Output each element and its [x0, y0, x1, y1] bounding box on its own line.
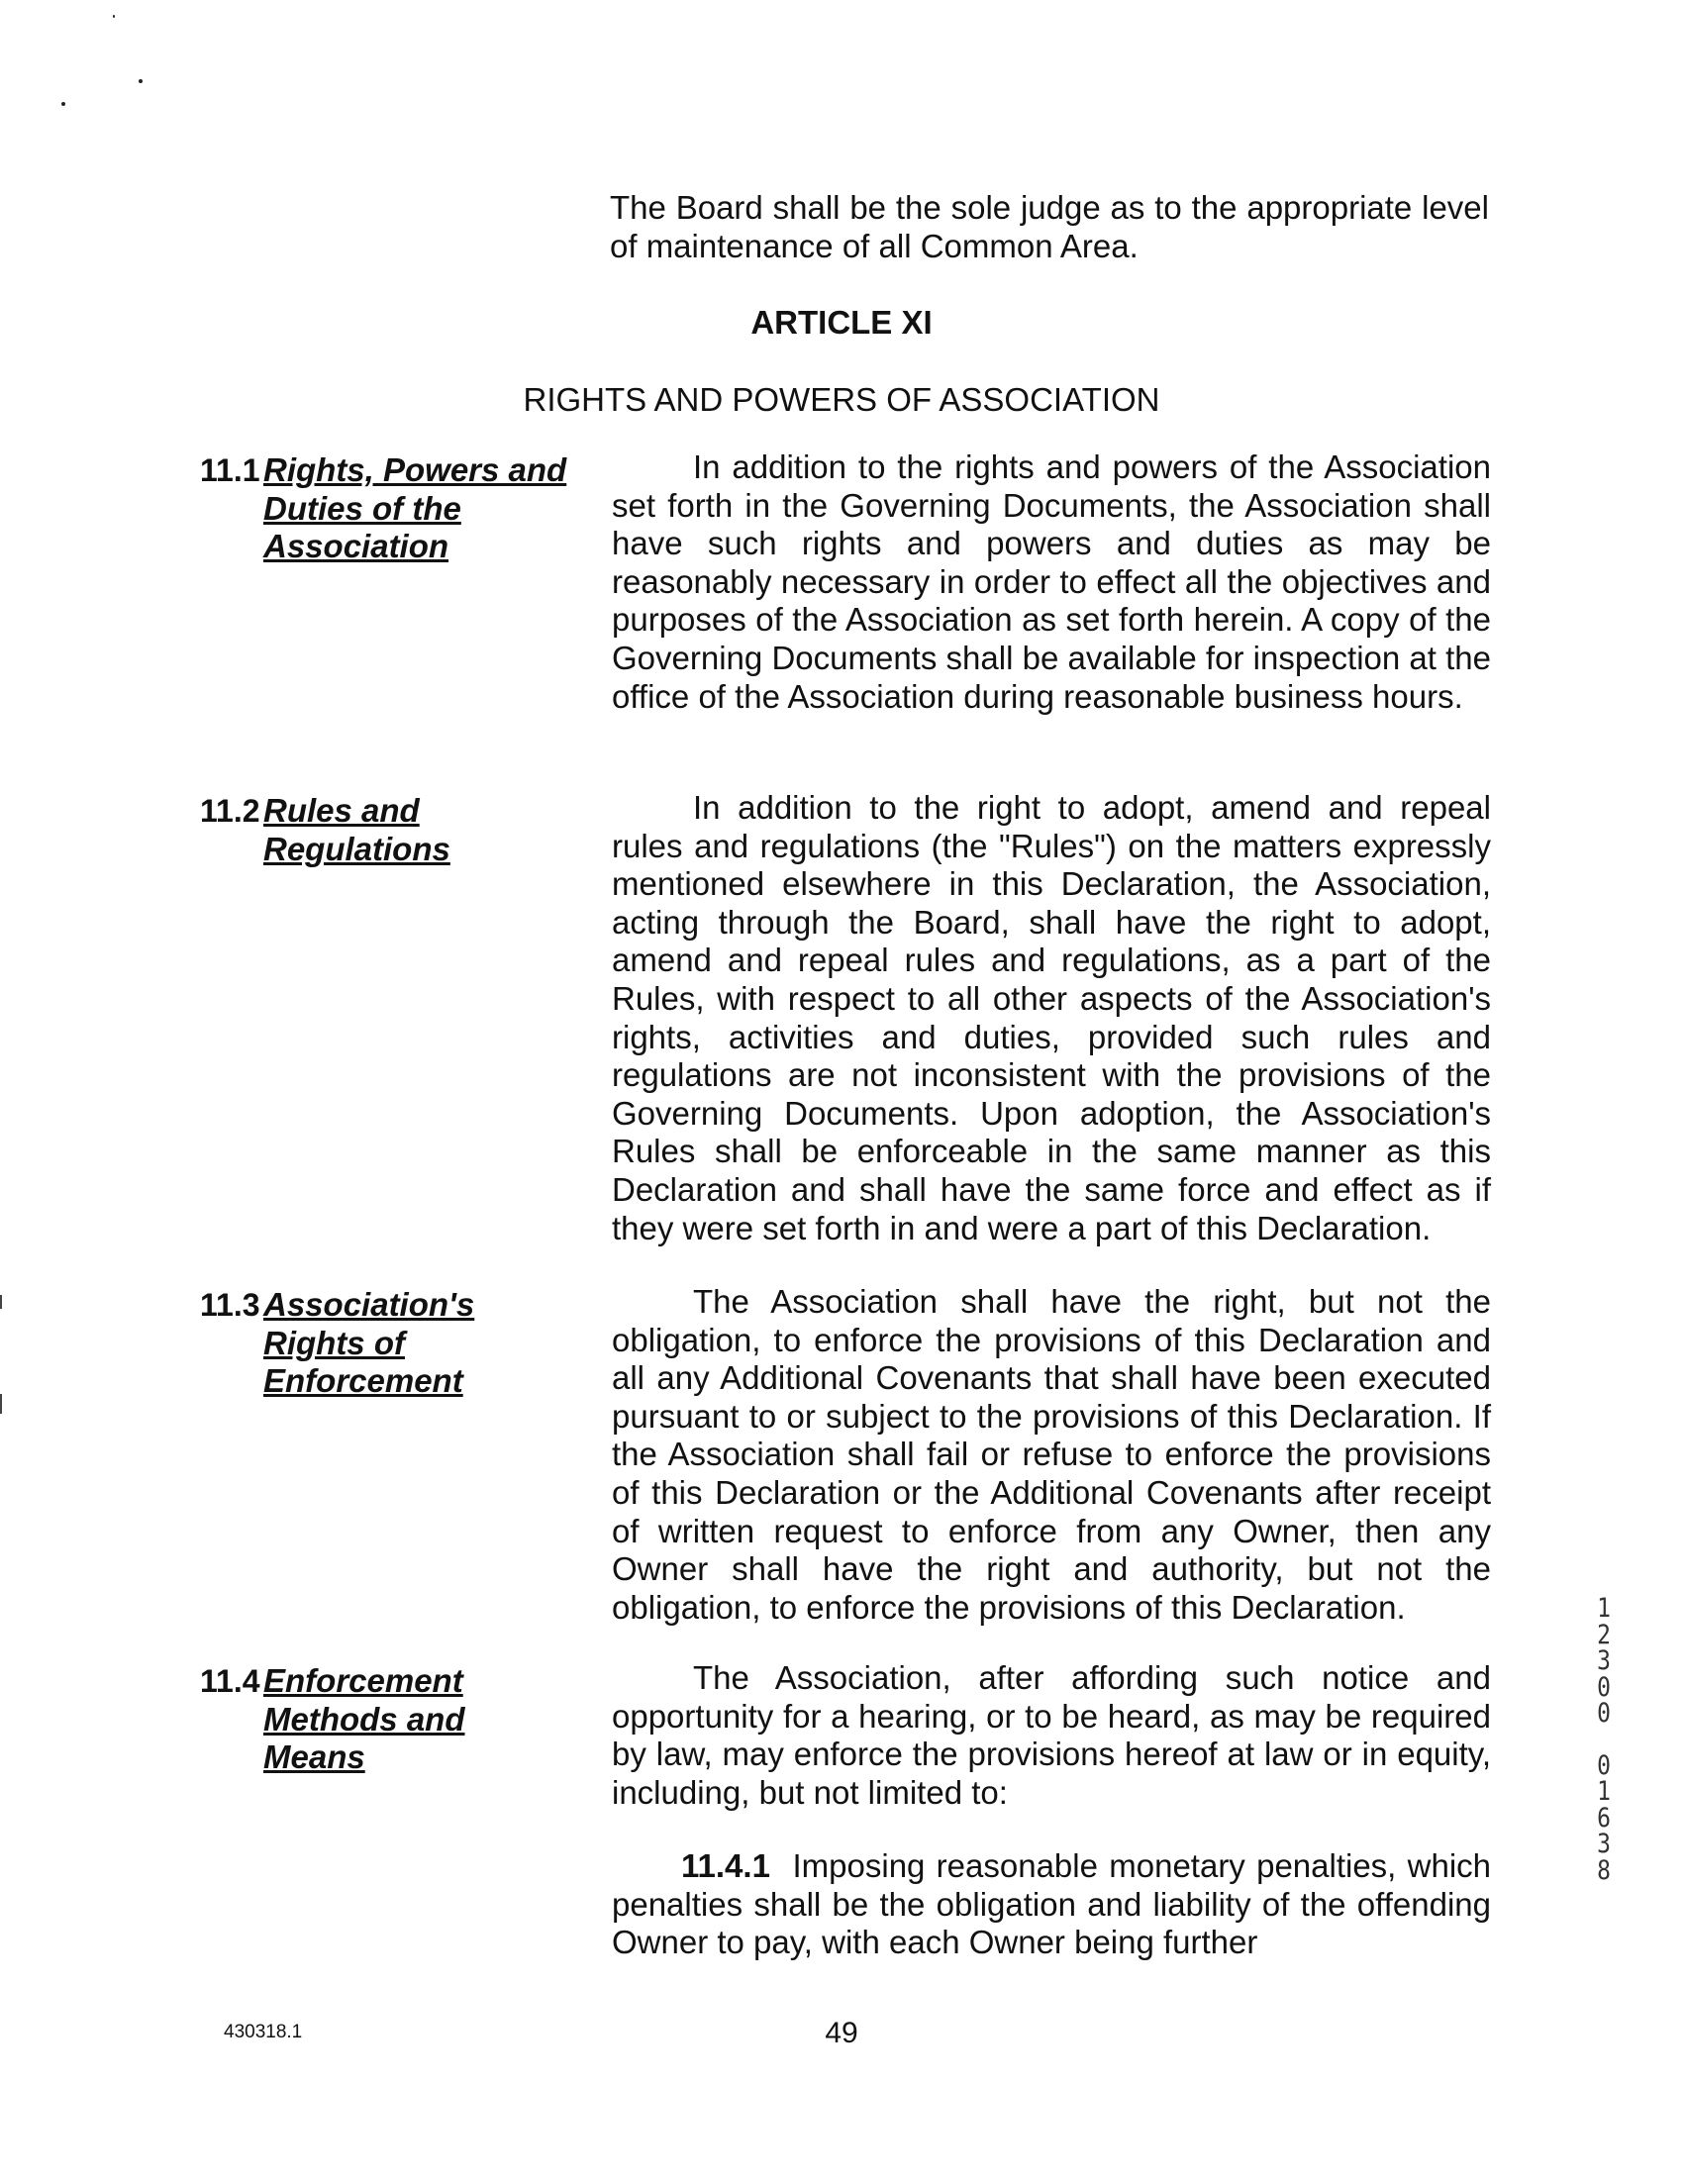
stamp-digit: 2 — [1597, 1619, 1611, 1650]
section-heading — [263, 792, 590, 868]
intro-paragraph: The Board shall be the sole judge as to the appropriate level of maintenance of all Common Area. — [610, 189, 1489, 264]
section-number: 11.1 — [200, 452, 260, 488]
article-subtitle: RIGHTS AND POWERS OF ASSOCIATION — [523, 381, 1160, 418]
subsection-text: Imposing reasonable monetary penalties, which penalties shall be the obligation and liability of the offending Owner to pay, with each Owner being further — [612, 1847, 1491, 1961]
scan-speck — [113, 15, 115, 18]
scan-speck — [139, 79, 143, 83]
section-body: In addition to the right to adopt, amend and repeal rules and regulations (the "Rules") on the matters expressly mentioned elsewhere in this Declaration, the Association, acting through the Board, shall have the right to adopt, amend and repeal rules and regulations, as a part of the Rules, with respect to all other aspects of the Association's rights, activities and duties, provided such rules and regulations are not inconsistent with the provisions of the Governing Documents. Upon adoption, the Association's Rules shall be enforceable in the same manner as this Declaration and shall have the same force and effect as if they were set forth in and were a part of this Declaration. — [612, 789, 1491, 1246]
section-heading-line: Enforcement — [263, 1362, 463, 1399]
section-heading — [263, 451, 590, 566]
section-heading-line: Association's — [263, 1286, 475, 1323]
stamp-digit: 3 — [1597, 1645, 1611, 1676]
section-heading — [263, 1662, 590, 1777]
subsection-paragraph — [612, 1847, 1491, 1962]
page-number: 49 — [825, 2017, 858, 2049]
section-heading-line: Association — [263, 528, 449, 564]
section-heading-line: Methods and — [263, 1700, 465, 1737]
stamp-digit: 6 — [1597, 1802, 1611, 1834]
section-heading-line: Regulations — [263, 830, 450, 867]
section-number: 11.2 — [200, 793, 260, 829]
article-title: ARTICLE XI — [750, 304, 933, 341]
stamp-digit: 8 — [1597, 1854, 1611, 1886]
section-heading — [263, 1286, 590, 1401]
stamp-digit: 1 — [1597, 1593, 1611, 1624]
section-heading-line: Rights of — [263, 1324, 405, 1361]
section-number: 11.3 — [200, 1287, 260, 1323]
section-heading-line: Rights, Powers and — [263, 451, 567, 488]
section-heading-line: Enforcement — [263, 1662, 463, 1699]
section-heading-line: Duties of the — [263, 489, 461, 527]
stamp-digit: 0 — [1597, 1698, 1611, 1729]
section-body: In addition to the rights and powers of the Association set forth in the Governing Documents, the Association shall have such rights and powers and duties as may be reasonably necessary in order to effect all the objectives and purposes of the Association as set forth herein. A copy of the Governing Documents shall be available for inspection at the office of the Association during reasonable business hours. — [612, 448, 1491, 715]
scan-edge-mark — [0, 1394, 2, 1414]
subsection-number: 11.4.1 — [681, 1847, 770, 1884]
side-stamp — [1584, 1593, 1624, 1886]
section-body: The Association, after affording such notice and opportunity for a hearing, or to be heard, as may be required by law, may enforce the provisions hereof at law or in equity, including, but not limited to: — [612, 1659, 1491, 1811]
scan-edge-mark — [0, 1295, 2, 1309]
stamp-digit: 3 — [1597, 1829, 1611, 1859]
section-heading-line: Rules and — [263, 792, 420, 829]
section-heading-line: Means — [263, 1738, 365, 1775]
stamp-digit: 1 — [1597, 1776, 1611, 1807]
scan-speck — [61, 102, 65, 106]
document-code: 430318.1 — [224, 2022, 303, 2042]
section-number: 11.4 — [200, 1663, 260, 1699]
stamp-digit: 0 — [1597, 1749, 1611, 1781]
section-body: The Association shall have the right, but not the obligation, to enforce the provisions of this Declaration and all any Additional Covenants that shall have been executed pursuant to or subject to the provisions of this Declaration. If the Association shall fail or refuse to enforce the provisions of this Declaration or the Additional Covenants after receipt of written request to enforce from any Owner, then any Owner shall have the right and authority, but not the obligation, to enforce the provisions of this Declaration. — [612, 1283, 1491, 1626]
stamp-digit: 0 — [1597, 1671, 1611, 1703]
